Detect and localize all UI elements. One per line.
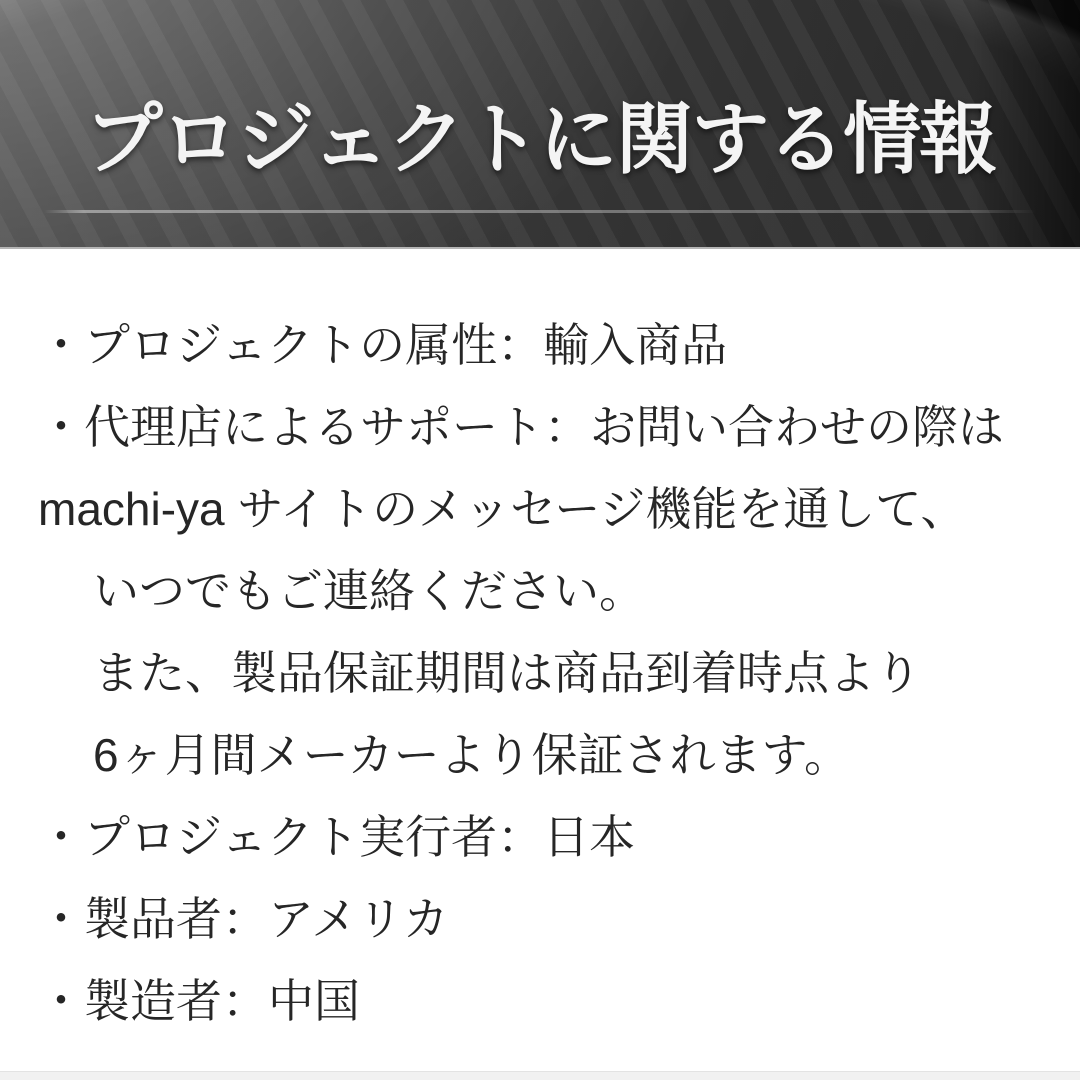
- banner-divider-line: [44, 210, 1036, 213]
- info-line-project-attribute: ・プロジェクトの属性：輸入商品: [38, 319, 728, 371]
- page-title: プロジェクトに関する情報: [84, 94, 996, 183]
- info-line-warranty-period: また、製品保証期間は商品到着時点より: [93, 647, 921, 699]
- info-line-project-executor: ・プロジェクト実行者：日本: [38, 811, 636, 863]
- info-line-warranty-duration: 6ヶ月間メーカーより保証されます。: [93, 729, 850, 781]
- header-banner: [0, 0, 1080, 249]
- info-line-manufacturer: ・製造者：中国: [38, 975, 360, 1027]
- info-line-agency-support: ・代理店によるサポート：お問い合わせの際は: [38, 401, 1004, 453]
- footer-strip: [0, 1071, 1080, 1080]
- info-line-contact-anytime: いつでもご連絡ください。: [93, 565, 645, 617]
- info-section: [0, 249, 1080, 1042]
- info-line-machiya-contact: machi-ya サイトのメッセージ機能を通して、: [38, 483, 967, 535]
- info-line-producer: ・製品者：アメリカ: [38, 893, 449, 945]
